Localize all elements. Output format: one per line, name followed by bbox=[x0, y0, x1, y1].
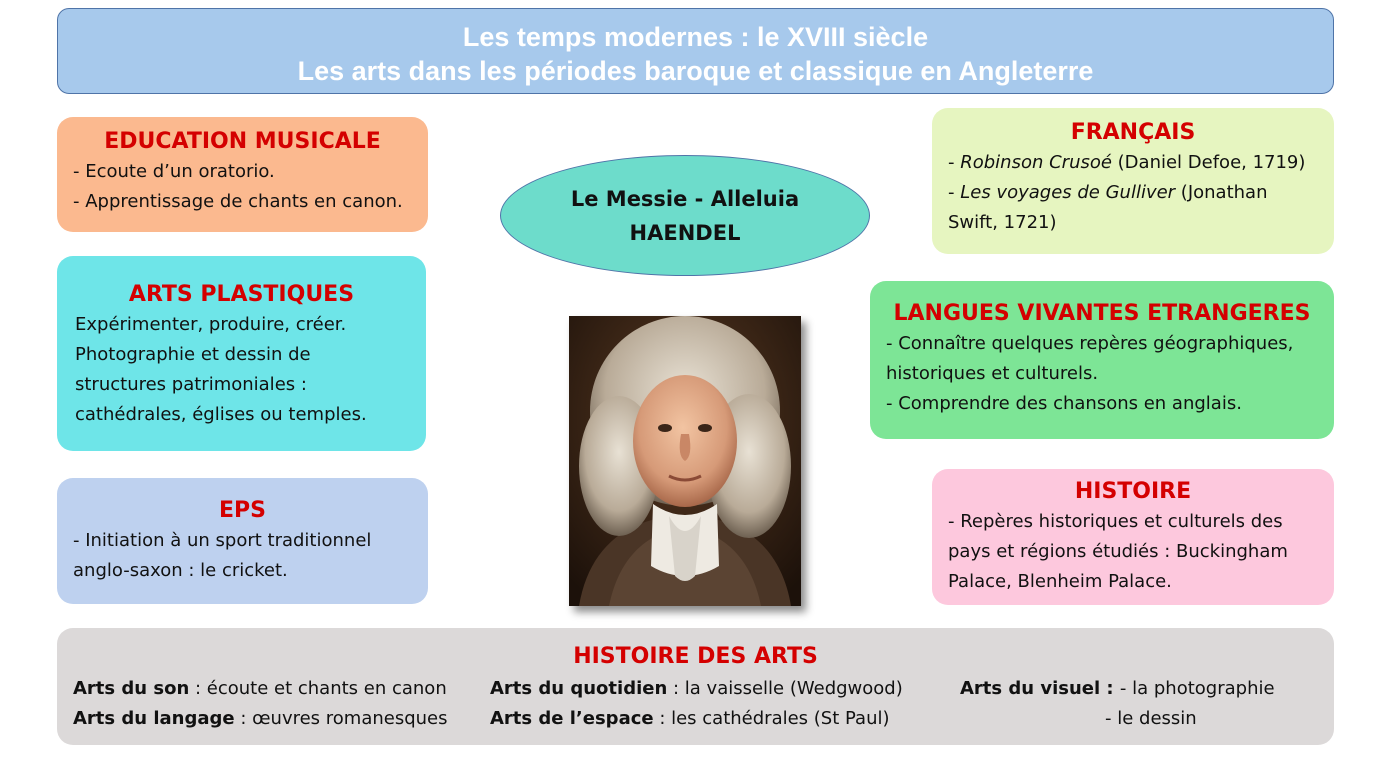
list-item: - Initiation à un sport traditionnel bbox=[73, 530, 372, 551]
list-item: Arts du quotidien : la vaisselle (Wedgwood) bbox=[490, 678, 903, 699]
center-ellipse bbox=[500, 155, 870, 276]
langues-vivantes-box bbox=[870, 281, 1334, 439]
list-item: - Les voyages de Gulliver (Jonathan bbox=[948, 182, 1268, 203]
list-item: Arts du langage : œuvres romanesques bbox=[73, 708, 448, 729]
list-item: historiques et culturels. bbox=[886, 363, 1099, 384]
eps-box bbox=[57, 478, 428, 604]
list-item: cathédrales, églises ou temples. bbox=[75, 404, 367, 425]
hda-column-3 bbox=[960, 674, 1275, 734]
list-item: Palace, Blenheim Palace. bbox=[948, 571, 1172, 592]
center-title: Le Messie - Alleluia bbox=[570, 186, 800, 211]
list-item: Arts du visuel : - la photographie bbox=[960, 678, 1275, 699]
list-item: - Apprentissage de chants en canon. bbox=[73, 191, 403, 212]
list-item: Arts de l’espace : les cathédrales (St Paul) bbox=[490, 708, 890, 729]
francais-box bbox=[932, 108, 1334, 254]
hda-column-1 bbox=[73, 674, 448, 734]
histoire-box bbox=[932, 469, 1334, 605]
education-musicale-box bbox=[57, 117, 428, 232]
list-item: - Connaître quelques repères géographiques, bbox=[886, 333, 1294, 354]
list-item: - Comprendre des chansons en anglais. bbox=[886, 393, 1242, 414]
list-item: Photographie et dessin de bbox=[75, 344, 311, 365]
francais-heading: FRANÇAIS bbox=[1070, 120, 1196, 145]
list-item: Arts du son : écoute et chants en canon bbox=[73, 678, 447, 699]
histoire-des-arts-box bbox=[57, 628, 1334, 745]
list-item: - Robinson Crusoé (Daniel Defoe, 1719) bbox=[948, 152, 1306, 173]
langues-vivantes-heading: LANGUES VIVANTES ETRANGERES bbox=[893, 301, 1311, 326]
eps-heading: EPS bbox=[219, 498, 266, 523]
book-title: Robinson Crusoé bbox=[960, 152, 1112, 173]
histoire-des-arts-heading: HISTOIRE DES ARTS bbox=[573, 644, 818, 669]
list-item: structures patrimoniales : bbox=[75, 374, 307, 395]
list-item: - Ecoute d’un oratorio. bbox=[73, 161, 275, 182]
list-item: Swift, 1721) bbox=[948, 212, 1057, 233]
list-item: Expérimenter, produire, créer. bbox=[75, 314, 347, 335]
arts-plastiques-heading: ARTS PLASTIQUES bbox=[128, 282, 355, 307]
portrait-painting-icon bbox=[569, 316, 801, 606]
title-line-1: Les temps modernes : le XVIII siècle bbox=[462, 22, 929, 52]
page-title-banner bbox=[57, 8, 1334, 94]
list-item: - Repères historiques et culturels des bbox=[948, 511, 1283, 532]
book-title: Les voyages de Gulliver bbox=[960, 182, 1176, 203]
title-line-2: Les arts dans les périodes baroque et classique en Angleterre bbox=[297, 56, 1094, 86]
histoire-heading: HISTOIRE bbox=[1074, 479, 1192, 504]
center-composer: HAENDEL bbox=[629, 220, 741, 245]
list-item: anglo-saxon : le cricket. bbox=[73, 560, 288, 581]
hda-column-2 bbox=[490, 674, 903, 734]
education-musicale-heading: EDUCATION MUSICALE bbox=[104, 129, 381, 154]
arts-plastiques-box bbox=[57, 256, 426, 451]
list-item: - le dessin bbox=[1105, 708, 1197, 729]
list-item: pays et régions étudiés : Buckingham bbox=[948, 541, 1288, 562]
